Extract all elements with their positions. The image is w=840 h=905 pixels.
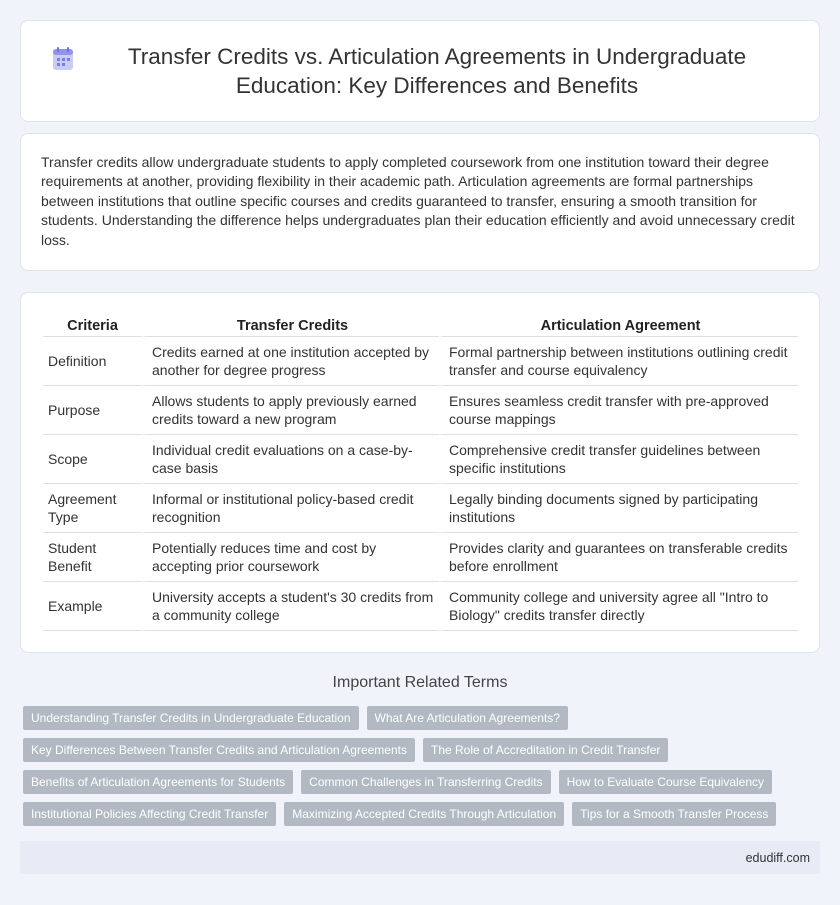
table-row (43, 386, 798, 435)
table-row (43, 484, 798, 533)
title-card (20, 20, 820, 122)
related-term-tag[interactable]: What Are Articulation Agreements? (367, 706, 568, 730)
tag-row (23, 770, 813, 794)
page-title: Transfer Credits vs. Articulation Agreements in Undergraduate Education: Key Differences and Benefits (127, 44, 747, 98)
table-row (43, 582, 798, 631)
row-criteria: Agreement Type (43, 484, 142, 533)
related-term-tag[interactable]: Tips for a Smooth Transfer Process (572, 802, 776, 826)
related-term-tag[interactable]: Benefits of Articulation Agreements for Students (23, 770, 293, 794)
table-row (43, 533, 798, 582)
row-criteria: Definition (43, 337, 142, 386)
related-terms-tags (23, 706, 813, 834)
row-criteria: Purpose (43, 386, 142, 435)
row-transfer-credits: Credits earned at one institution accepted by another for degree progress (142, 337, 439, 386)
row-transfer-credits: Individual credit evaluations on a case-by-case basis (142, 435, 439, 484)
related-term-tag[interactable]: Understanding Transfer Credits in Undergraduate Education (23, 706, 359, 730)
comparison-card (20, 292, 820, 653)
related-term-tag[interactable]: Maximizing Accepted Credits Through Articulation (284, 802, 564, 826)
related-term-tag[interactable]: How to Evaluate Course Equivalency (559, 770, 772, 794)
row-articulation-agreement: Ensures seamless credit transfer with pre-approved course mappings (439, 386, 798, 435)
row-articulation-agreement: Comprehensive credit transfer guidelines between specific institutions (439, 435, 798, 484)
header-articulation-agreement: Articulation Agreement (439, 313, 798, 337)
row-transfer-credits: University accepts a student's 30 credits from a community college (142, 582, 439, 631)
row-transfer-credits: Informal or institutional policy-based credit recognition (142, 484, 439, 533)
footer-site-link[interactable]: edudiff.com (745, 850, 810, 865)
related-term-tag[interactable]: Common Challenges in Transferring Credits (301, 770, 550, 794)
tag-row (23, 706, 813, 730)
header-transfer-credits: Transfer Credits (142, 313, 439, 337)
footer (20, 841, 820, 874)
header-criteria: Criteria (43, 313, 142, 337)
table-row (43, 337, 798, 386)
intro-card (20, 133, 820, 271)
tag-row (23, 802, 813, 826)
row-criteria: Scope (43, 435, 142, 484)
tag-row (23, 738, 813, 762)
intro-text: Transfer credits allow undergraduate students to apply completed coursework from one institution toward their degree requirements at another, providing flexibility in their academic path. Articulation agreements are formal partnerships between institutions that outline specific courses and credits guaranteed to transfer, ensuring a smooth transition for students. Understanding the difference helps undergraduates plan their education efficiently and avoid unnecessary credit loss. (41, 154, 795, 248)
row-transfer-credits: Potentially reduces time and cost by accepting prior coursework (142, 533, 439, 582)
row-criteria: Example (43, 582, 142, 631)
document-icon (50, 46, 76, 72)
row-articulation-agreement: Formal partnership between institutions outlining credit transfer and course equivalency (439, 337, 798, 386)
row-transfer-credits: Allows students to apply previously earned credits toward a new program (142, 386, 439, 435)
related-terms-title: Important Related Terms (332, 674, 508, 691)
row-articulation-agreement: Community college and university agree all "Intro to Biology" credits transfer directly (439, 582, 798, 631)
comparison-table (43, 313, 798, 631)
table-header-row (43, 313, 798, 337)
related-term-tag[interactable]: The Role of Accreditation in Credit Transfer (423, 738, 668, 762)
row-criteria: Student Benefit (43, 533, 142, 582)
related-term-tag[interactable]: Institutional Policies Affecting Credit Transfer (23, 802, 276, 826)
related-term-tag[interactable]: Key Differences Between Transfer Credits and Articulation Agreements (23, 738, 415, 762)
row-articulation-agreement: Legally binding documents signed by participating institutions (439, 484, 798, 533)
table-row (43, 435, 798, 484)
row-articulation-agreement: Provides clarity and guarantees on transferable credits before enrollment (439, 533, 798, 582)
